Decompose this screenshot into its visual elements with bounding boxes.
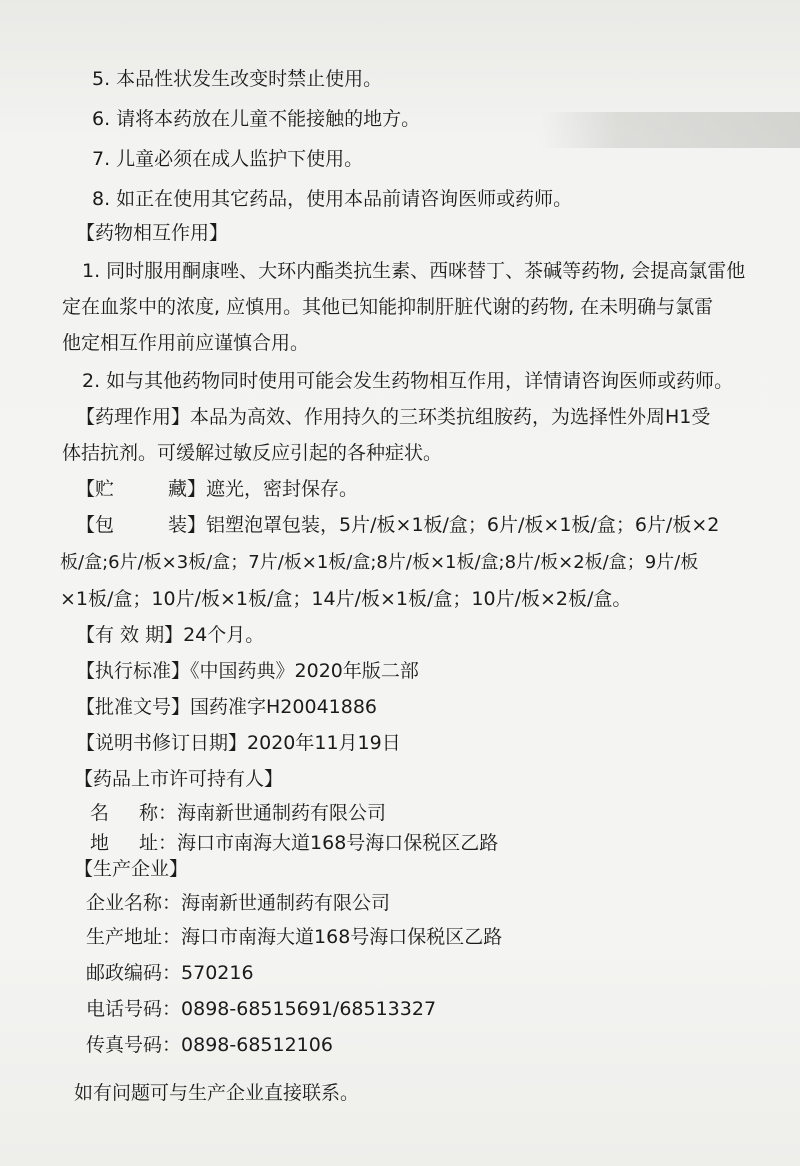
manufacturer-fax-label: 传真号码： [86, 1034, 182, 1056]
holder-addr-label-b: 址： [139, 832, 178, 854]
holder-heading: 【药品上市许可持有人】 [74, 768, 284, 790]
precaution-8: 8. 如正在使用其它药品，使用本品前请咨询医师或药师。 [92, 188, 573, 210]
interactions-item1-line2: 定在血浆中的浓度, 应慎用。其他已知能抑制肝脏代谢的药物, 在未明确与氯雷 [62, 296, 714, 318]
manufacturer-name: 海南新世通制药有限公司 [181, 892, 391, 914]
approval-line [0, 694, 800, 720]
manufacturer-address-line [0, 924, 800, 950]
manufacturer-phone-label: 电话号码： [86, 998, 182, 1020]
packaging-line1 [0, 512, 800, 538]
standard-heading: 【执行标准】 [76, 660, 191, 682]
pharmacology-heading: 【药理作用】 [76, 406, 191, 428]
manufacturer-postal: 570216 [181, 962, 254, 984]
packaging-line2: 板/盒;6片/板×3板/盒；7片/板×1板/盒;8片/板×1板/盒;8片/板×2板/盒；9片/板 [60, 552, 699, 573]
revision-heading: 【说明书修订日期】 [76, 732, 248, 754]
interactions-item2: 2. 如与其他药物同时使用可能会发生药物相互作用，详情请咨询医师或药师。 [82, 370, 734, 392]
storage-text: 遮光，密封保存。 [206, 478, 359, 500]
manufacturer-address: 海口市南海大道168号海口保税区乙路 [181, 926, 503, 948]
holder-name-label-a: 名 [90, 802, 110, 824]
standard-text: 《中国药典》2020年版二部 [190, 660, 419, 682]
interactions-item1-line1: 1. 同时服用酮康唑、大环内酯类抗生素、西咪替丁、茶碱等药物, 会提高氯雷他 [82, 260, 746, 282]
precaution-7: 7. 儿童必须在成人监护下使用。 [92, 148, 364, 170]
storage-heading-b: 藏】 [168, 478, 207, 500]
holder-address-line [0, 830, 800, 856]
approval-text: 国药准字H20041886 [190, 696, 378, 718]
pharmacology-text-1: 本品为高效、作用持久的三环类抗组胺药，为选择性外周H1受 [190, 406, 711, 428]
manufacturer-fax-line [0, 1032, 800, 1058]
manufacturer-heading: 【生产企业】 [74, 858, 189, 880]
precaution-5: 5. 本品性状发生改变时禁止使用。 [92, 68, 383, 90]
packaging-text-1: 铝塑泡罩包装，5片/板×1板/盒；6片/板×1板/盒；6片/板×2 [206, 514, 720, 536]
holder-name-label-b: 称： [139, 802, 178, 824]
packaging-heading-b: 装】 [168, 514, 207, 536]
standard-line [0, 658, 800, 684]
precaution-6: 6. 请将本药放在儿童不能接触的地方。 [92, 108, 421, 130]
manufacturer-name-label: 企业名称： [86, 892, 182, 914]
manufacturer-phone: 0898-68515691/68513327 [181, 998, 437, 1020]
holder-name-line [0, 800, 800, 826]
storage-heading-a: 【贮 [76, 478, 115, 500]
holder-addr-label-a: 地 [90, 832, 110, 854]
revision-line [0, 730, 800, 756]
packaging-heading-a: 【包 [76, 514, 115, 536]
validity-text: 24个月。 [183, 624, 265, 646]
holder-address: 海口市南海大道168号海口保税区乙路 [177, 832, 499, 854]
footer-note: 如有问题可与生产企业直接联系。 [74, 1082, 360, 1104]
pharmacology-line2: 体拮抗剂。可缓解过敏反应引起的各种症状。 [62, 442, 443, 464]
pharmacology-line1 [0, 404, 800, 430]
manufacturer-postal-label: 邮政编码： [86, 962, 182, 984]
holder-name: 海南新世通制药有限公司 [177, 802, 387, 824]
interactions-item1-line3: 他定相互作用前应谨慎合用。 [62, 332, 310, 354]
manufacturer-addr-label: 生产地址： [86, 926, 182, 948]
manufacturer-name-line [0, 890, 800, 916]
storage-line [0, 476, 800, 502]
approval-heading: 【批准文号】 [76, 696, 191, 718]
interactions-heading: 【药物相互作用】 [76, 222, 229, 244]
manufacturer-fax: 0898-68512106 [181, 1034, 333, 1056]
validity-heading: 【有 效 期】 [76, 624, 184, 646]
manufacturer-phone-line [0, 996, 800, 1022]
manufacturer-postal-line [0, 960, 800, 986]
packaging-line3: ×1板/盒；10片/板×1板/盒；14片/板×1板/盒；10片/板×2板/盒。 [60, 588, 632, 610]
revision-text: 2020年11月19日 [247, 732, 401, 754]
validity-line [0, 622, 800, 648]
